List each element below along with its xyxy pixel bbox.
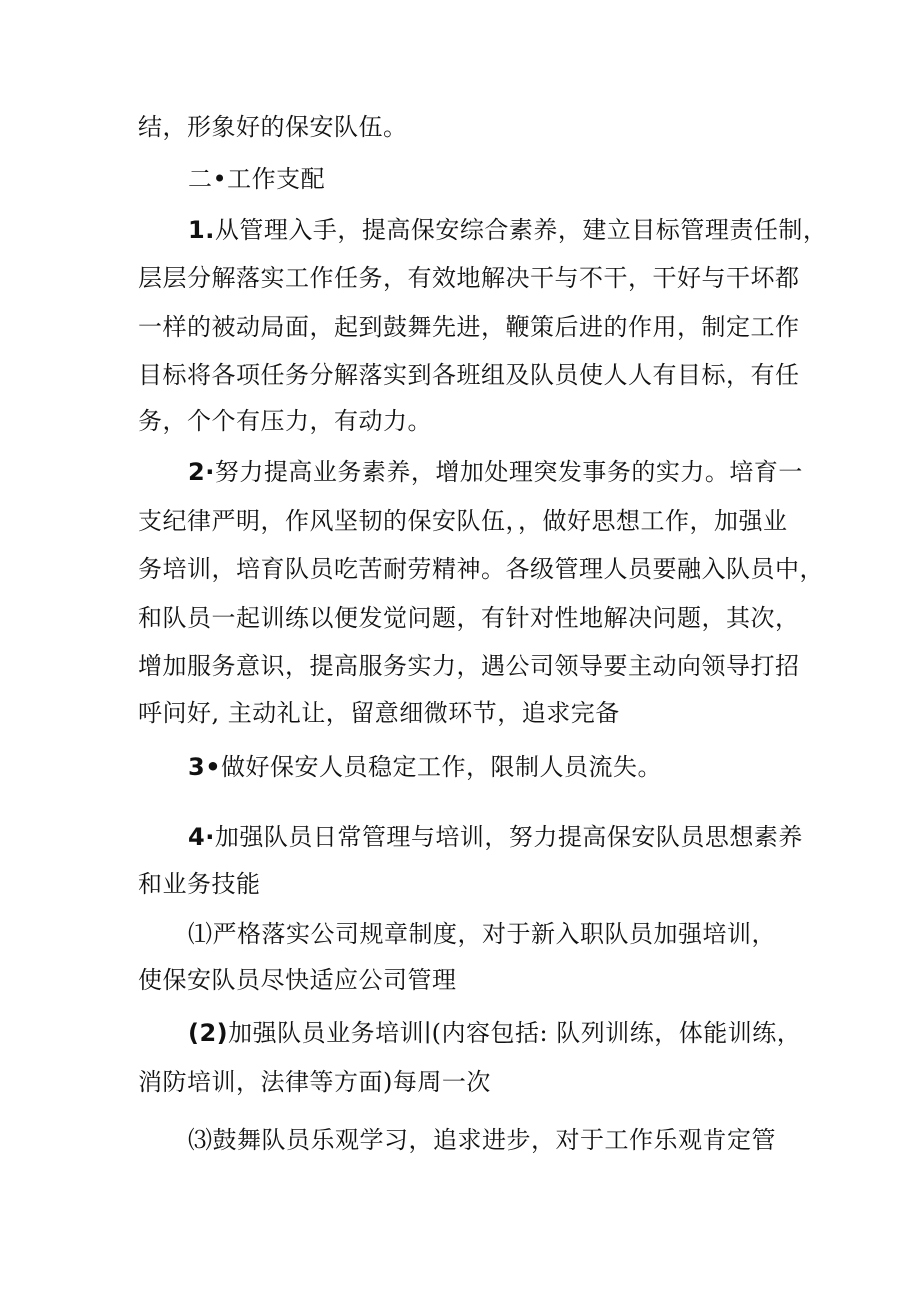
paragraph-line: 务，个个有压力，有动力。	[138, 407, 432, 435]
paragraph-line: 2·努力提高业务素养，增加处理突发事务的实力。培育一	[188, 458, 803, 486]
item-number: 2·	[188, 458, 215, 486]
section-heading: 二•工作支配	[188, 165, 326, 193]
paragraph-line: 和队员一起训练以便发觉问题，有针对性地解决问题，其次，	[138, 604, 800, 632]
paragraph-line: 呼问好, 主动礼让，留意细微环节，追求完备	[138, 699, 620, 727]
paragraph-line: 务培训，培育队员吃苦耐劳精神。各级管理人员要融入队员中，	[138, 555, 824, 583]
paragraph-line: (2)加强队员业务培训∣(内容包括: 队列训练，体能训练，	[188, 1019, 802, 1047]
paragraph-line: ⑶鼓舞队员乐观学习，追求进步，对于工作乐观肯定管	[188, 1126, 776, 1154]
paragraph-line: 1.从管理入手，提高保安综合素养，建立目标管理责任制，	[188, 216, 828, 244]
paragraph-line: 层层分解落实工作任务，有效地解决干与不干，干好与干坏都	[138, 264, 800, 292]
paragraph-line: ⑴严格落实公司规章制度，对于新入职队员加强培训，	[188, 920, 776, 948]
paragraph-line: 3•做好保安人员稳定工作，限制人员流失。	[188, 753, 663, 781]
paragraph-line: 消防培训，法律等方面)每周一次	[138, 1068, 491, 1096]
paragraph-line: 和业务技能	[138, 870, 261, 898]
paragraph-line: 支纪律严明，作风坚韧的保安队伍，，做好思想工作，加强业	[138, 507, 788, 535]
paragraph-line: 使保安队员尽快适应公司管理	[138, 966, 457, 994]
paragraph-line: 结，形象好的保安队伍。	[138, 113, 408, 141]
item-number: 4·	[188, 823, 215, 851]
paragraph-line: 4·加强队员日常管理与培训，努力提高保安队员思想素养	[188, 823, 803, 851]
item-number: (2)	[188, 1019, 229, 1047]
paragraph-line: 一样的被动局面，起到鼓舞先进，鞭策后进的作用，制定工作	[138, 313, 800, 341]
item-number: 1.	[188, 216, 215, 244]
item-number: 3•	[188, 753, 222, 781]
paragraph-line: 目标将各项任务分解落实到各班组及队员使人人有目标，有任	[138, 361, 800, 389]
paragraph-line: 增加服务意识，提高服务实力，遇公司领导要主动向领导打招	[138, 652, 800, 680]
